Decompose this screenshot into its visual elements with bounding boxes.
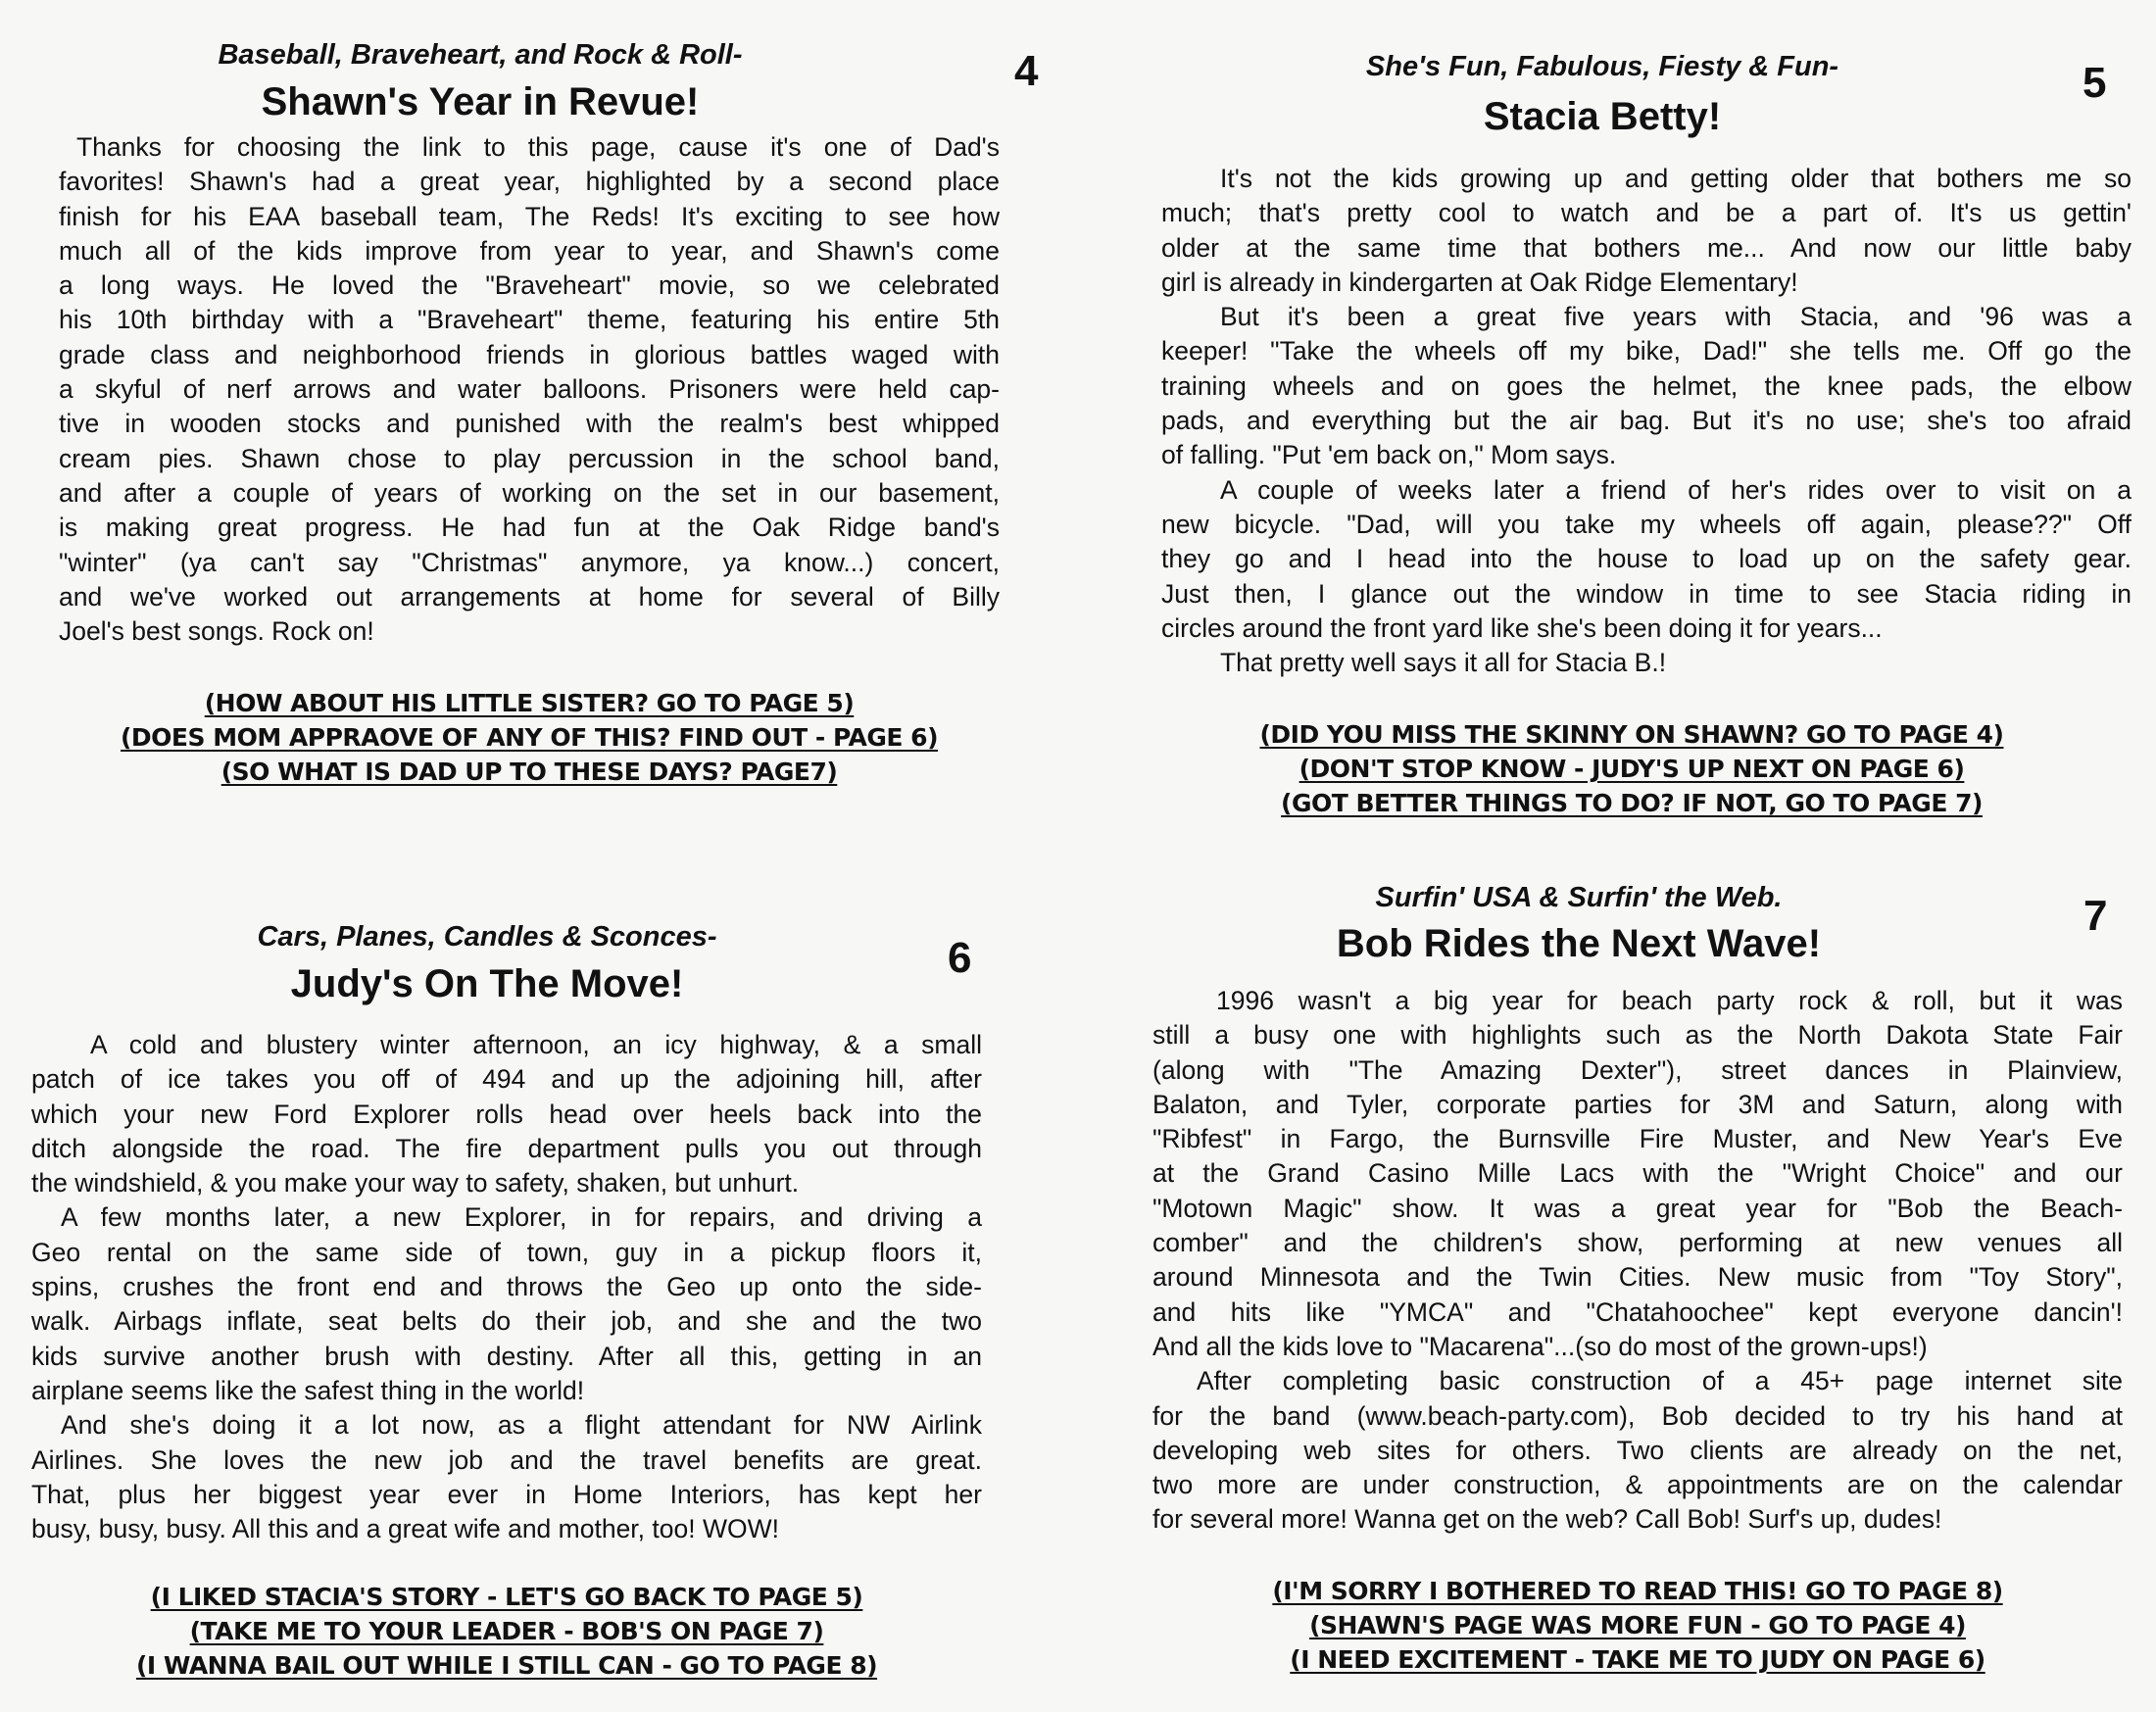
body-line: busy, busy, busy. All this and a great wife and mother, too! WOW! (31, 1514, 779, 1544)
body-line: still a busy one with highlights such as the North Dakota State Fair (1152, 1020, 2123, 1051)
page-link[interactable]: (I NEED EXCITEMENT - TAKE ME TO JUDY ON PAGE 6) (1290, 1645, 1985, 1674)
body-line: much; that's pretty cool to watch and be a part of. It's us gettin' (1161, 198, 2132, 228)
page-number: 5 (2082, 59, 2107, 107)
section-title: Shawn's Year in Revue! (261, 80, 700, 123)
page-link[interactable]: (I WANNA BAIL OUT WHILE I STILL CAN - GO TO PAGE 8) (135, 1651, 878, 1680)
body-line: which your new Ford Explorer rolls head over heels back into the (31, 1099, 982, 1129)
navigation-links (31, 1580, 982, 1683)
paragraph (1161, 162, 2132, 300)
section-title: Judy's On The Move! (290, 962, 684, 1005)
body-line: Thanks for choosing the link to this page, cause it's one of Dad's (76, 132, 1000, 162)
body-line: That pretty well says it all for Stacia B.! (1220, 648, 1667, 678)
page-number: 7 (2083, 892, 2108, 940)
body-line: comber" and the children's show, performing at new venues all (1152, 1228, 2123, 1258)
page-number: 4 (1014, 47, 1039, 95)
section-body (1152, 984, 2123, 1538)
paragraph (31, 1028, 982, 1200)
body-line: kids survive another brush with destiny. After all this, getting in an (31, 1341, 982, 1371)
body-line: A couple of weeks later a friend of her's rides over to visit on a (1220, 474, 2132, 505)
body-line: his 10th birthday with a "Braveheart" theme, featuring his entire 5th (59, 305, 1000, 335)
section-bob (1152, 862, 2123, 1712)
paragraph (1161, 300, 2132, 472)
body-line: circles around the front yard like she's been doing it for years... (1161, 612, 1883, 643)
body-line: But it's been a great five years with Stacia, and '96 was a (1220, 302, 2132, 332)
section-title: Bob Rides the Next Wave! (1336, 922, 1822, 965)
body-line: older at the same time that bothers me... And now our little baby (1161, 232, 2132, 263)
body-line: for several more! Wanna get on the web? Call Bob! Surf's up, dudes! (1152, 1504, 1942, 1535)
body-line: airplane seems like the safest thing in the world! (31, 1375, 585, 1405)
body-line: (along with "The Amazing Dexter"), street dances in Plainview, (1152, 1054, 2123, 1085)
body-line: walk. Airbags inflate, seat belts do their job, and she and the two (31, 1306, 982, 1337)
section-body (59, 130, 1000, 649)
body-line: new bicycle. "Dad, will you take my wheels off again, please??" Off (1161, 509, 2132, 539)
section-stacia (1161, 0, 2132, 833)
page-link[interactable]: (DON'T STOP KNOW - JUDY'S UP NEXT ON PAGE 6) (1298, 755, 1965, 783)
page-link[interactable]: (GOT BETTER THINGS TO DO? IF NOT, GO TO PAGE 7) (1281, 789, 1983, 817)
paragraph (31, 1408, 982, 1546)
body-line: And all the kids love to "Macarena"...(so do most of the grown-ups!) (1152, 1331, 1928, 1361)
page-link[interactable]: (SO WHAT IS DAD UP TO THESE DAYS? PAGE7) (220, 758, 838, 786)
body-line: That, plus her biggest year ever in Home Interiors, has kept her (31, 1479, 982, 1509)
page-link[interactable]: (DOES MOM APPRAOVE OF ANY OF THIS? FIND OUT - PAGE 6) (120, 723, 938, 752)
body-line: keeper! "Take the wheels off my bike, Dad!" she tells me. Off go the (1161, 336, 2132, 367)
section-shawn (59, 0, 1039, 813)
page-link[interactable]: (I'M SORRY I BOTHERED TO READ THIS! GO TO PAGE 8) (1272, 1577, 2003, 1605)
navigation-links (1152, 1574, 2123, 1677)
section-kicker: She's Fun, Fabulous, Fiesty & Fun- (1365, 51, 1839, 82)
body-line: of falling. "Put 'em back on," Mom says. (1161, 440, 1617, 470)
section-body (1161, 162, 2132, 680)
body-line: at the Grand Casino Mille Lacs with the "Wright Choice" and our (1152, 1158, 2123, 1189)
body-line: a skyful of nerf arrows and water balloons. Prisoners were held cap- (59, 374, 1000, 405)
body-line: cream pies. Shawn chose to play percussion in the school band, (59, 443, 1000, 473)
body-line: "Motown Magic" show. It was a great year for "Bob the Beach- (1152, 1193, 2123, 1223)
body-line: favorites! Shawn's had a great year, highlighted by a second place (59, 167, 1000, 197)
body-line: After completing basic construction of a 45+ page internet site (1197, 1366, 2123, 1396)
paragraph (59, 130, 1000, 649)
paragraph (31, 1200, 982, 1408)
section-title: Stacia Betty! (1483, 95, 1722, 138)
section-body (31, 1028, 982, 1546)
body-line: girl is already in kindergarten at Oak Ridge Elementary! (1161, 267, 1798, 297)
body-line: the windshield, & you make your way to safety, shaken, but unhurt. (31, 1168, 800, 1198)
page-link[interactable]: (TAKE ME TO YOUR LEADER - BOB'S ON PAGE 7) (189, 1617, 824, 1645)
body-line: training wheels and on goes the helmet, the knee pads, the elbow (1161, 370, 2132, 401)
body-line: around Minnesota and the Twin Cities. New music from "Toy Story", (1152, 1262, 2123, 1293)
body-line: spins, crushes the front end and throws the Geo up onto the side- (31, 1272, 982, 1302)
body-line: Joel's best songs. Rock on! (59, 616, 374, 647)
section-kicker: Baseball, Braveheart, and Rock & Roll- (218, 39, 743, 71)
body-line: developing web sites for others. Two clients are already on the net, (1152, 1435, 2123, 1465)
paragraph (1152, 984, 2123, 1364)
navigation-links (59, 686, 1000, 789)
page-number: 6 (948, 934, 972, 982)
body-line: And she's doing it a lot now, as a flight attendant for NW Airlink (61, 1410, 982, 1441)
body-line: they go and I head into the house to load up on the safety gear. (1161, 544, 2132, 574)
page-link[interactable]: (I LIKED STACIA'S STORY - LET'S GO BACK TO PAGE 5) (150, 1583, 863, 1611)
body-line: much all of the kids improve from year to year, and Shawn's come (59, 235, 1000, 266)
body-line: A few months later, a new Explorer, in for repairs, and driving a (61, 1202, 982, 1233)
body-line: Just then, I glance out the window in time to see Stacia riding in (1161, 578, 2132, 609)
body-line: finish for his EAA baseball team, The Reds! It's exciting to see how (59, 201, 1000, 231)
paragraph (1152, 1364, 2123, 1537)
page-link[interactable]: (HOW ABOUT HIS LITTLE SISTER? GO TO PAGE 5) (204, 689, 855, 717)
body-line: and after a couple of years of working on the set in our basement, (59, 477, 1000, 508)
body-line: and hits like "YMCA" and "Chatahoochee" kept everyone dancin'! (1152, 1296, 2123, 1327)
body-line: It's not the kids growing up and getting older that bothers me so (1220, 164, 2132, 193)
page-link[interactable]: (SHAWN'S PAGE WAS MORE FUN - GO TO PAGE 4) (1309, 1611, 1966, 1639)
body-line: Balaton, and Tyler, corporate parties for 3M and Saturn, along with (1152, 1089, 2123, 1119)
body-line: grade class and neighborhood friends in glorious battles waged with (59, 339, 1000, 369)
body-line: pads, and everything but the air bag. But it's no use; she's too afraid (1161, 406, 2132, 436)
body-line: "Ribfest" in Fargo, the Burnsville Fire Muster, and New Year's Eve (1152, 1124, 2123, 1154)
paragraph (1161, 646, 2132, 680)
body-line: is making great progress. He had fun at the Oak Ridge band's (59, 513, 1000, 543)
paragraph (1161, 473, 2132, 646)
body-line: a long ways. He loved the "Braveheart" movie, so we celebrated (59, 270, 1000, 301)
body-line: Geo rental on the same side of town, guy in a pickup floors it, (31, 1237, 982, 1267)
section-judy (31, 882, 982, 1712)
body-line: tive in wooden stocks and punished with the realm's best whipped (59, 409, 1000, 439)
body-line: Airlines. She loves the new job and the travel benefits are great. (31, 1444, 982, 1475)
body-line: and we've worked out arrangements at home for several of Billy (59, 581, 1000, 611)
section-kicker: Surfin' USA & Surfin' the Web. (1375, 882, 1783, 913)
page-link[interactable]: (DID YOU MISS THE SKINNY ON SHAWN? GO TO PAGE 4) (1259, 720, 2004, 749)
body-line: A cold and blustery winter afternoon, an icy highway, & a small (90, 1030, 982, 1059)
section-kicker: Cars, Planes, Candles & Sconces- (257, 921, 717, 953)
body-line: 1996 wasn't a big year for beach party rock & roll, but it was (1216, 986, 2123, 1015)
navigation-links (1161, 717, 2102, 820)
body-line: ditch alongside the road. The fire department pulls you out through (31, 1133, 982, 1163)
body-line: patch of ice takes you off of 494 and up the adjoining hill, after (31, 1064, 982, 1095)
body-line: for the band (www.beach-party.com), Bob decided to try his hand at (1152, 1400, 2123, 1431)
body-line: "winter" (ya can't say "Christmas" anymore, ya know...) concert, (59, 547, 1000, 577)
body-line: two more are under construction, & appointments are on the calendar (1152, 1470, 2123, 1500)
